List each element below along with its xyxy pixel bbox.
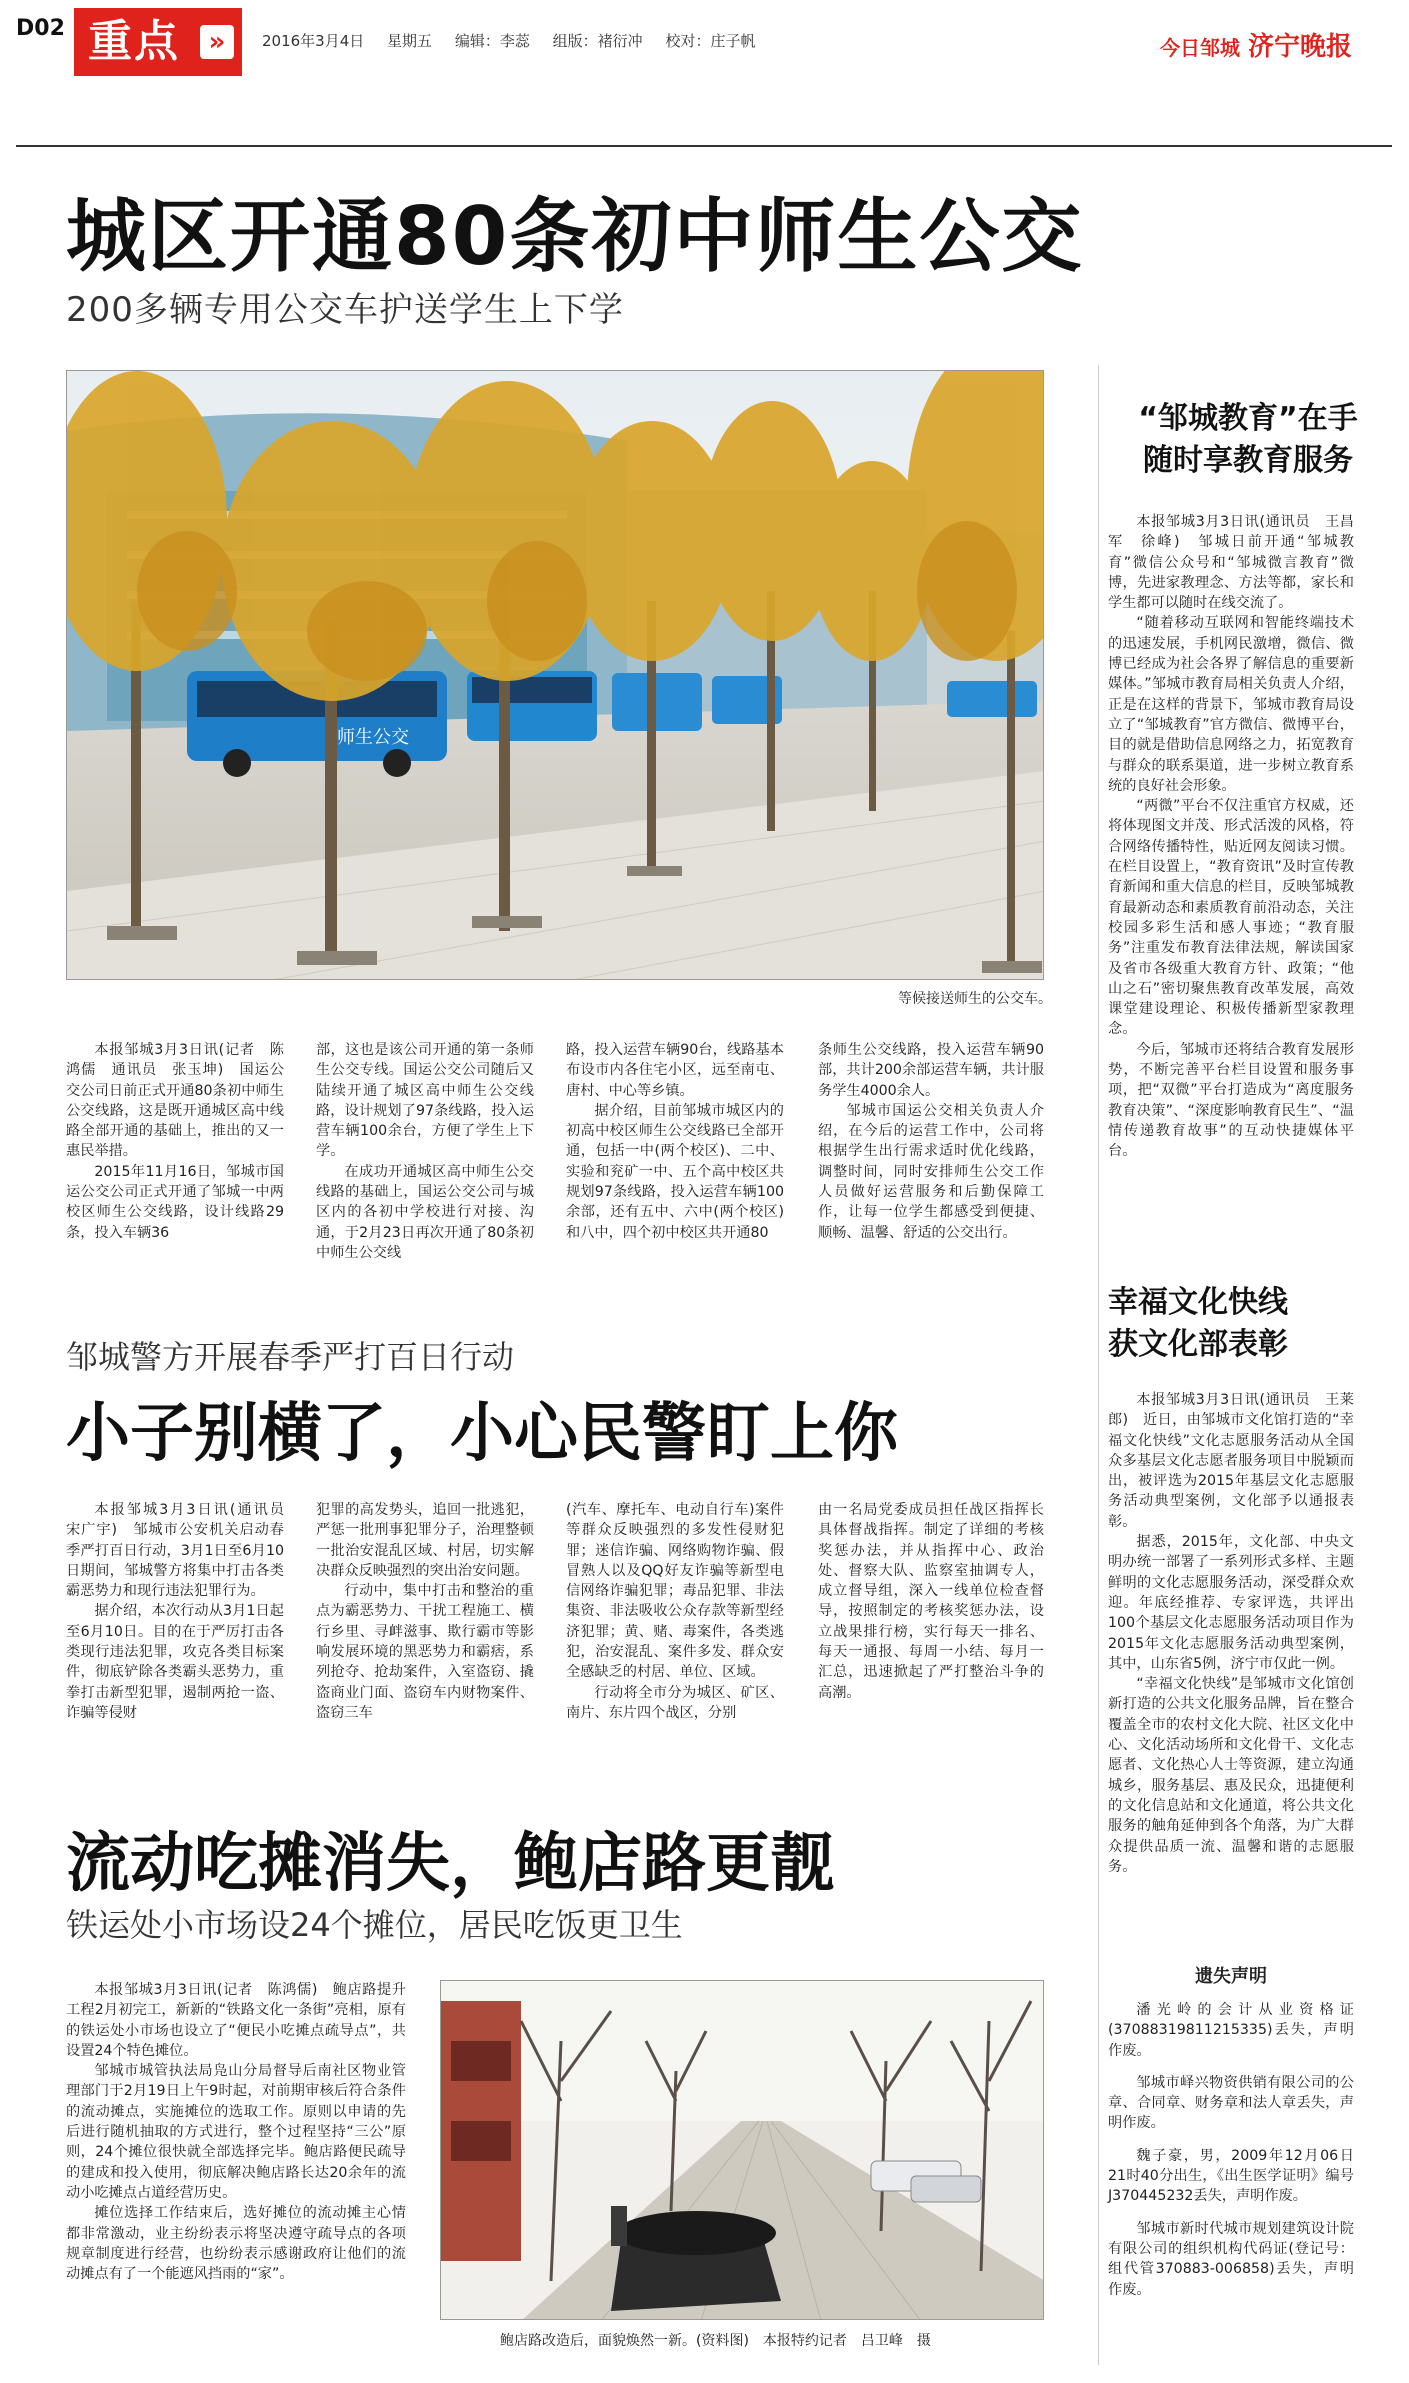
coal-cart-sculpture (611, 2206, 781, 2311)
issue-weekday: 星期五 (387, 32, 433, 50)
story3-title: 流动吃摊消失，鲍店路更靓 (66, 1827, 834, 1901)
chevron-right-icon: » (200, 25, 234, 59)
header-rule (16, 145, 1392, 147)
layout-editor: 组版：褚衍冲 (552, 32, 643, 50)
notice-item: 魏子豪，男，2009年12月06日21时40分出生，《出生医学证明》编号J370445232丢失，声明作废。 (1108, 2147, 1354, 2205)
story1-title: 城区开通80条初中师生公交 (66, 190, 1084, 283)
bus-sign: 师生公交 (337, 727, 409, 748)
notice-item: 潘光岭的会计从业资格证(37088319811215335)丢失，声明作废。 (1108, 2002, 1354, 2059)
story2-col3: (汽车、摩托车、电动自行车)案件等群众反映强烈的多发性侵财犯罪；迷信诈骗、网络购物诈骗、假冒熟人以及QQ好友诈骗等新型电信网络诈骗犯罪；毒品犯罪、非法集资、非法吸收公众存款等新型经济犯罪；黄、赌、毒案件，各类逃犯，治安混乱、案件多发、群众安全感缺乏的村居、单位、区域。 行动将全市分为城区、矿区、南片、东片四个战区，分别 (566, 1502, 784, 1721)
street-photo-illustration (441, 1981, 1044, 2320)
page-number: D02 (16, 16, 65, 41)
side1-title: “邹城教育”在手 随时享教育服务 (1138, 401, 1358, 478)
notice-item: 邹城市峄兴物资供销有限公司的公章、合同章、财务章和法人章丢失，声明作废。 (1108, 2074, 1354, 2132)
notice-item: 邹城市新时代城市规划建筑设计院有限公司的组织机构代码证(登记号：组代管370883-006858)丢失，声明作废。 (1108, 2220, 1354, 2298)
story3-subtitle: 铁运处小市场设24个摊位，居民吃饭更卫生 (66, 1906, 683, 1944)
issue-date: 2016年3月4日 (262, 32, 365, 50)
story3-text: 本报邹城3月3日讯(记者 陈鸿儒) 鲍店路提升工程2月初完工，新新的“铁路文化一条街”亮相，原有的铁运处小市场也设立了“便民小吃摊点疏导点”，共设置24个特色摊位。 邹城市城管执法局凫山分局督导后南社区物业管理部门于2月19日上午9时起，对前期审核后符合条件的流动摊点，实施摊位的选取工作。原则以申请的先后进行随机抽取的方式进行，整个过程坚持“三公”原则，24个摊位很快就全部选择完毕。鲍店路便民疏导的建成和投入使用，彻底解决鲍店路长达20余年的流动小吃摊点占道经营历史。 摊位选择工作结束后，选好摊位的流动摊主心情都非常激动，业主纷纷表示将坚决遵守疏导点的各项规章制度进行经营，也纷纷表示感谢政府让他们的流动摊点有了一个能遮风挡雨的“家”。 (66, 1982, 406, 2283)
story1-subtitle: 200多辆专用公交车护送学生上下学 (66, 290, 624, 330)
brand-logo: 济宁晚报 (1248, 32, 1353, 62)
section-badge (74, 8, 242, 76)
side2-title: 幸福文化快线 获文化部表彰 (1108, 1285, 1288, 1362)
sidebar-divider (1098, 365, 1099, 2365)
story3-photo (440, 1980, 1044, 2320)
story1-col3: 路，投入运营车辆90台，线路基本布设市内各住宅小区，远至南屯、唐村、中心等乡镇。 据介绍，目前邹城市城区内的初高中校区师生公交线路已全部开通，包括一中(两个校区)、二中、实验和兖矿一中、五个高中校区共规划97条线路，投入运营车辆100余部，还有五中、六中(两个校区)和八中，四个初中校区共开通80 (566, 1042, 784, 1241)
story2-col1: 本报邹城3月3日讯(通讯员 宋广宇) 邹城市公安机关启动春季严打百日行动，3月1日至6月10日期间，邹城警方将集中打击各类霸恶势力和现行违法犯罪行为。 据介绍，本次行动从3月1日起至6月10日。目的在于严厉打击各类现行违法犯罪，攻克各类目标案件，彻底铲除各类霸头恶势力，重拳打击新型犯罪，遏制两抢一盗、诈骗等侵财 (66, 1502, 299, 1721)
story1-col2: 部，这也是该公司开通的第一条师生公交专线。国运公交公司随后又陆续开通了城区高中师生公交线路，设计规划了97条线路，投入运营车辆100余台，方便了学生上下学。 在成功开通城区高中师生公交线路的基础上，国运公交公司与城区内的各初中学校进行对接、沟通，于2月23日再次开通了80条初中师生公交线 (316, 1042, 534, 1261)
side1-text: 本报邹城3月3日讯(通讯员 王昌军 徐峰) 邹城日前开通“邹城教育”微信公众号和“邹城微言教育”微博，先进家教理念、方法等都，家长和学生都可以随时在线交流了。 “随着移动互联网和智能终端技术的迅速发展，手机网民激增，微信、微博已经成为社会各界了解信息的重要新媒体。”邹城市教育局相关负责人介绍，正是在这样的背景下，邹城市教育局设立了“邹城教育”官方微信、微博平台，目的就是借助信息网络之力，拓宽教育与群众的联系渠道，进一步树立教育系统的良好社会形象。 “两微”平台不仅注重官方权威，还将体现图文并茂、形式活泼的风格，符合网络传播特性，贴近网友阅读习惯。在栏目设置上，“教育资讯”及时宣传教育新闻和重大信息的栏目，反映邹城教育最新动态和素质教育前沿动态，关注校园多彩生活和感人事迹；“教育服务”注重发布教育法律法规，解读国家及省市各级重大教育方针、政策；“他山之石”密切聚焦教育改革发展，高效课堂建设理论、积极传播新型家教理念。 今后，邹城市还将结合教育发展形势，不断完善平台栏目设置和服务事项，把“双微”平台打造成为“离度服务教育决策”、“深度影响教育民生”、“温情传递教育故事”的互动快捷媒体平台。 (1108, 514, 1354, 1160)
story3-caption: 鲍店路改造后，面貌焕然一新。(资料图) 本报特约记者 吕卫峰 摄 (500, 2333, 931, 2349)
header-meta (262, 30, 773, 51)
story2-kicker: 邹城警方开展春季严打百日行动 (66, 1338, 515, 1376)
story1-col4: 条师生公交线路，投入运营车辆90部，共计200余部运营车辆，共计服务学生4000余人。 邹城市国运公交相关负责人介绍，在今后的运营工作中，公司将根据学生出行需求适时优化线路，调整时间，同时安排师生公交工作人员做好运营服务和后勤保障工作，让每一位学生都感受到便捷、顺畅、温馨、舒适的公交出行。 (818, 1042, 1044, 1241)
notice-text (1108, 2000, 1354, 2300)
section-label: 重点 (88, 16, 180, 67)
story1-photo (66, 370, 1044, 980)
side2-text: 本报邹城3月3日讯(通讯员 王莱郎) 近日，由邹城市文化馆打造的“幸福文化快线”文化志愿服务活动从全国众多基层文化志愿者服务项目中脱颖而出，被评选为2015年基层文化志愿服务活动典型案例，文化部予以通报表彰。 据悉，2015年，文化部、中央文明办统一部署了一系列形式多样、主题鲜明的文化志愿服务活动，深受群众欢迎。年底经推荐、专家评选，共评出100个基层文化志愿服务活动项目作为2015年文化志愿服务活动典型案例，其中，山东省5例，济宁市仅此一例。 “幸福文化快线”是邹城市文化馆创新打造的公共文化服务品牌，旨在整合覆盖全市的农村文化大院、社区文化中心、文化活动场所和文化骨干、文化志愿者、文化热心人士等资源，建立沟通城乡，服务基层、惠及民众，迅捷便利的文化信息站和文化通道，将公共文化服务的触角延伸到各个角落，为广大群众提供品质一流、温馨和谐的志愿服务。 (1108, 1392, 1354, 1875)
bus-photo-illustration (67, 371, 1044, 980)
story1-col1: 本报邹城3月3日讯(记者 陈鸿儒 通讯员 张玉坤) 国运公交公司日前正式开通80条初中师生公交线路，这是既开通城区高中线路全部开通的基础上，推出的又一惠民举措。 2015年11月16日，邹城市国运公交公司正式开通了邹城一中两校区师生公交线路，设计线路29条，投入车辆36 (66, 1042, 284, 1241)
proofreader: 校对：庄子帆 (665, 32, 756, 50)
editor: 编辑：李蕊 (454, 32, 530, 50)
story2-title: 小子别横了，小心民警盯上你 (66, 1397, 898, 1471)
notice-title: 遗失声明 (1195, 1966, 1267, 1987)
column-label: 今日邹城 (1160, 36, 1240, 60)
story2-col4: 由一名局党委成员担任战区指挥长具体督战指挥。制定了详细的考核奖惩办法，并从指挥中心、政治处、督察大队、监察室抽调专人，成立督导组，深入一线单位检查督导，按照制定的考核奖惩办法，设立战果排行榜，实行每天一排名、每天一通报、每周一小结、每月一汇总，迅速掀起了严打整治斗争的高潮。 (818, 1502, 1044, 1701)
story1-caption: 等候接送师生的公交车。 (898, 991, 1052, 1007)
story2-col2: 犯罪的高发势头，追回一批逃犯，严惩一批刑事犯罪分子，治理整顿一批治安混乱区域、村居，切实解决群众反映强烈的突出治安问题。 行动中，集中打击和整治的重点为霸恶势力、干扰工程施工、横行乡里、寻衅滋事、欺行霸市等影响发展环境的黑恶势力和霸痞，系列抢夺、抢劫案件，入室盗窃、撬盗商业门面、盗窃车内财物案件、盗窃三车 (316, 1502, 534, 1721)
masthead (1160, 26, 1352, 63)
